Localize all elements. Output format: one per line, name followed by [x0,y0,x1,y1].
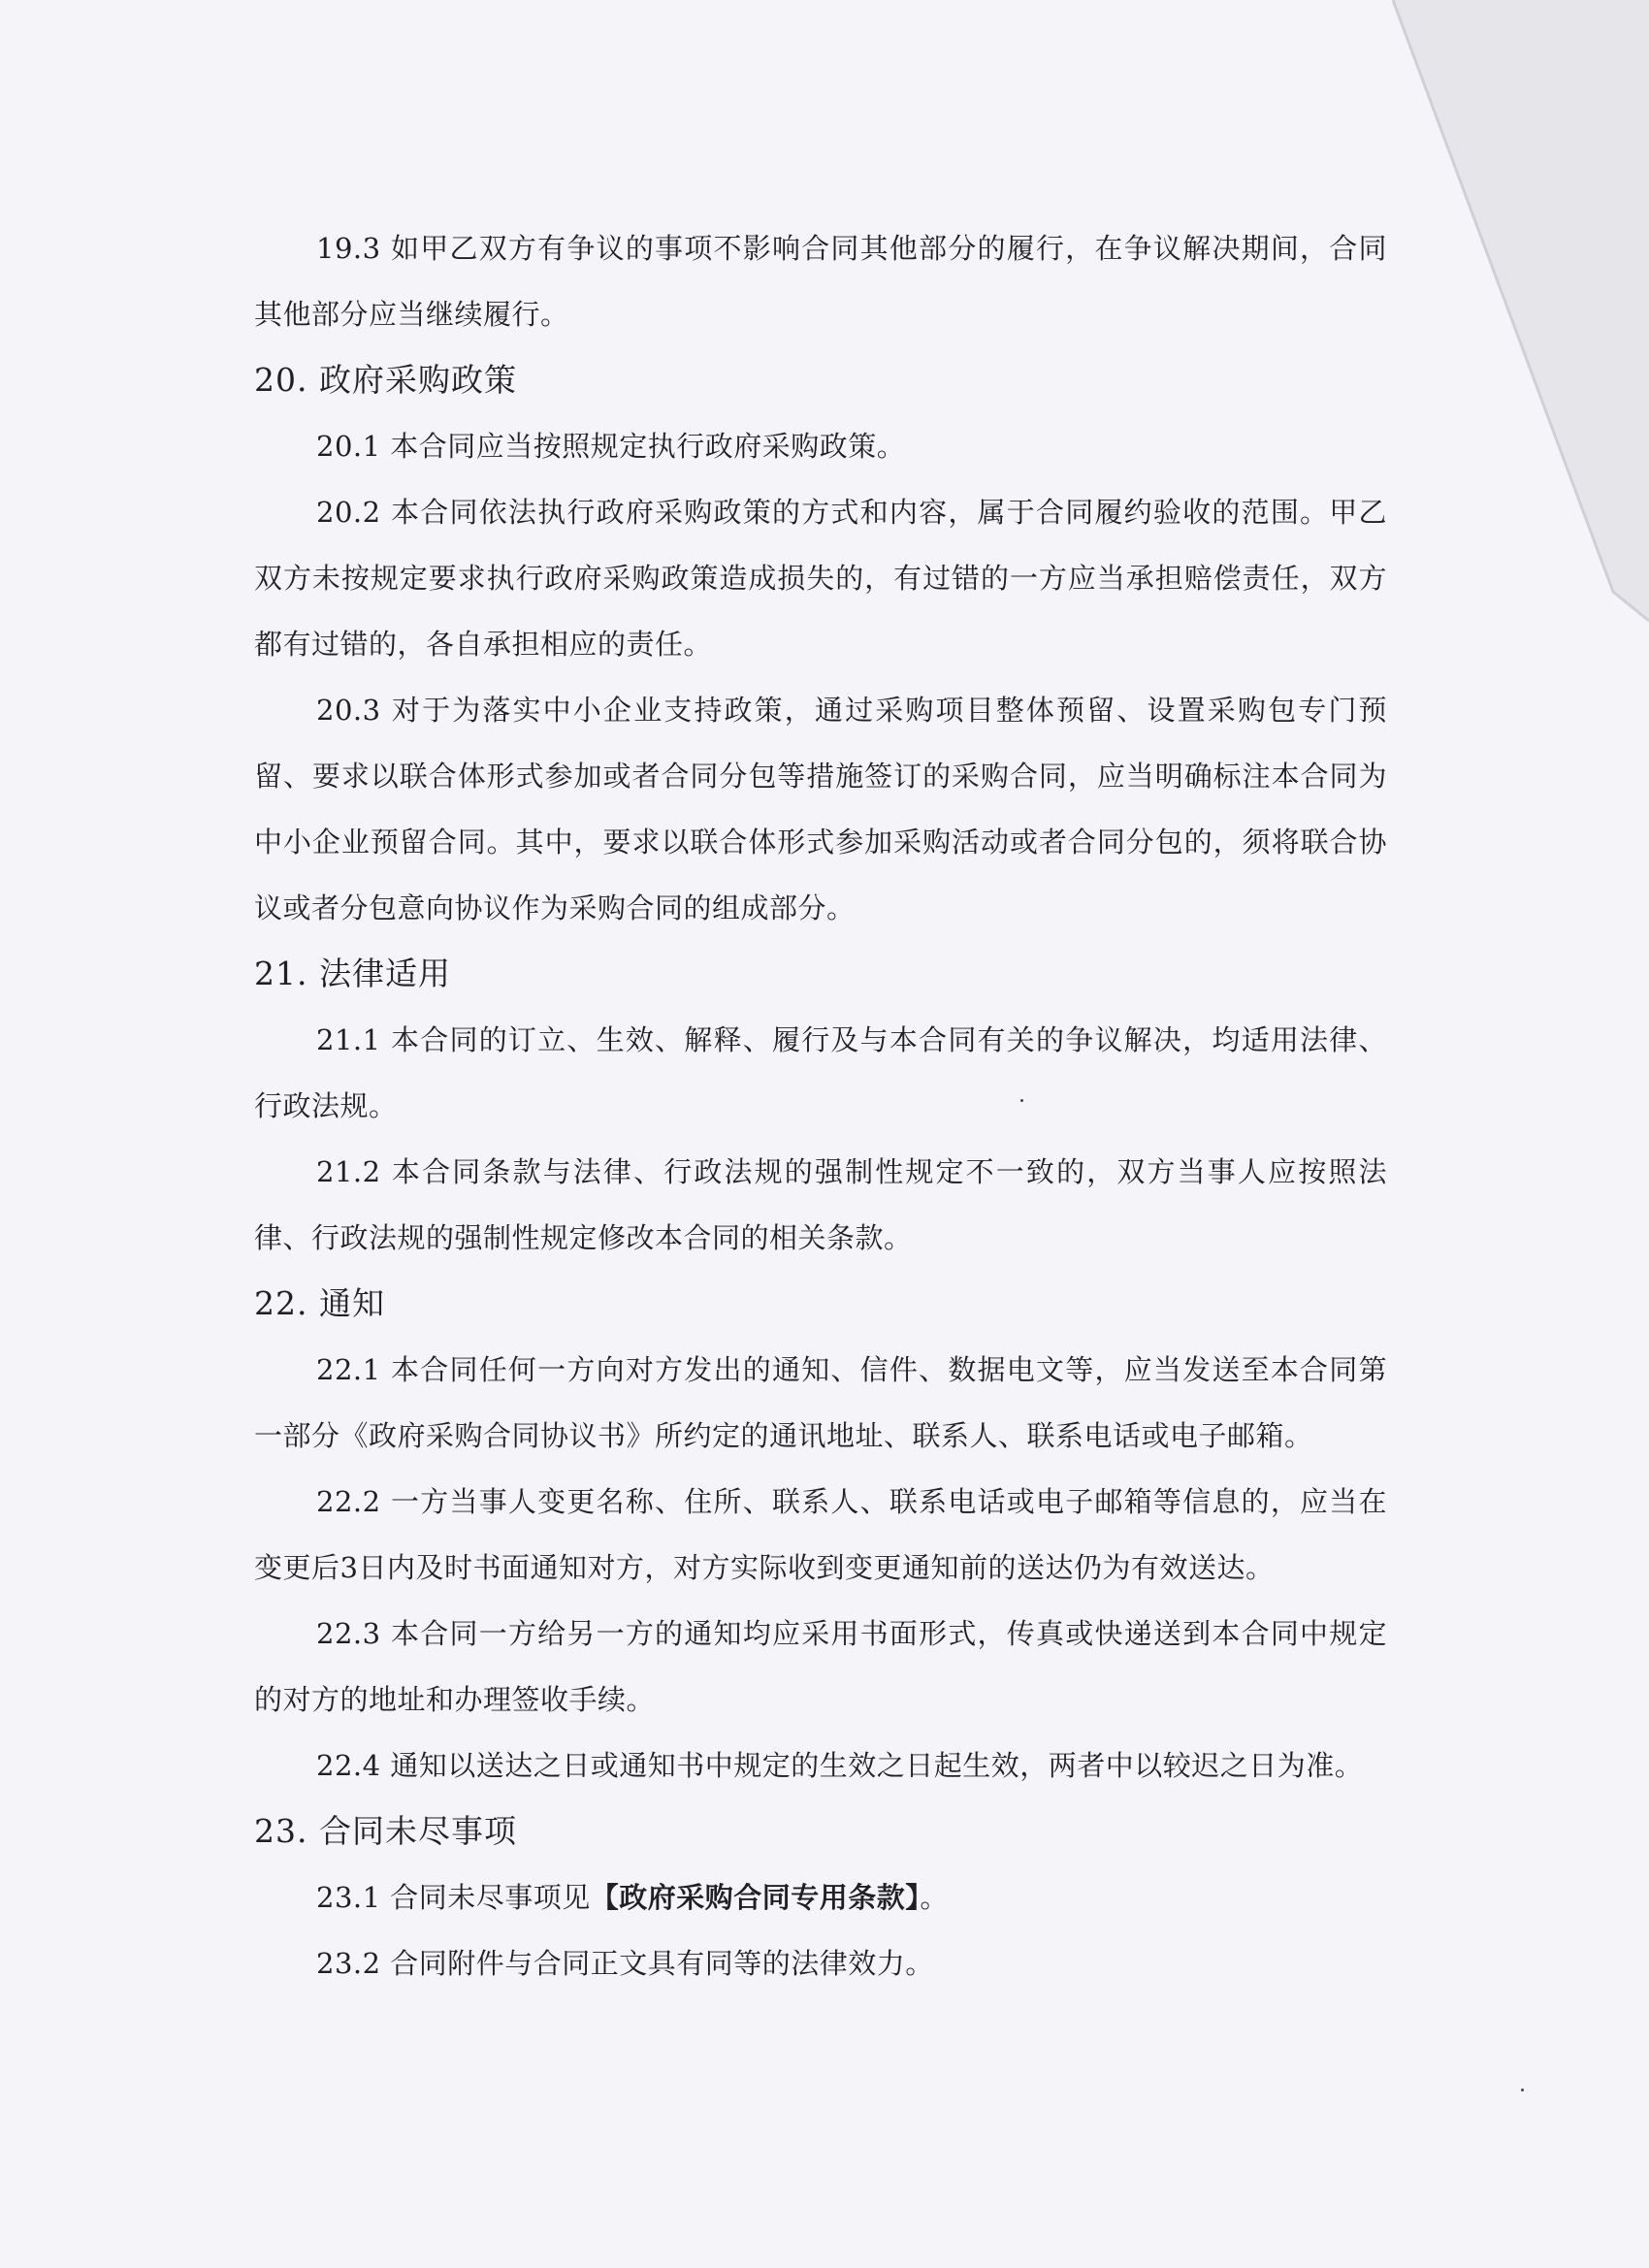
document-body [254,215,1387,1996]
section-heading-23: 23. 合同未尽事项 [254,1812,517,1850]
clause-21-2: 21.2 本合同条款与法律、行政法规的强制性规定不一致的，双方当事人应按照法律、行政法规的强制性规定修改本合同的相关条款。 [254,1155,1387,1254]
section-heading-21: 21. 法律适用 [254,955,451,992]
clause-23-1-reference: 【政府采购合同专用条款】 [590,1881,921,1914]
scan-speck [1020,1099,1023,1102]
clause-20-1: 20.1 本合同应当按照规定执行政府采购政策。 [316,430,906,463]
clause-23-2: 23.2 合同附件与合同正文具有同等的法律效力。 [316,1947,934,1980]
clause-23-1-tail: 。 [920,1881,949,1914]
clause-22-2: 22.2 一方当事人变更名称、住所、联系人、联系电话或电子邮箱等信息的，应当在变更后3日内及时书面通知对方，对方实际收到变更通知前的送达仍为有效送达。 [254,1485,1387,1584]
section-heading-22: 22. 通知 [254,1284,385,1322]
clause-22-4: 22.4 通知以送达之日或通知书中规定的生效之日起生效，两者中以较迟之日为准。 [316,1749,1364,1782]
clause-19-3: 19.3 如甲乙双方有争议的事项不影响合同其他部分的履行，在争议解决期间，合同其他部分应当继续履行。 [254,232,1387,331]
clause-23-1 [254,1864,1387,1930]
clause-20-2: 20.2 本合同依法执行政府采购政策的方式和内容，属于合同履约验收的范围。甲乙双方未按规定要求执行政府采购政策造成损失的，有过错的一方应当承担赔偿责任，双方都有过错的，各自承担相应的责任。 [254,496,1387,661]
clause-22-3: 22.3 本合同一方给另一方的通知均应采用书面形式，传真或快递送到本合同中规定的对方的地址和办理签收手续。 [254,1617,1387,1716]
clause-22-1: 22.1 本合同任何一方向对方发出的通知、信件、数据电文等，应当发送至本合同第一部分《政府采购合同协议书》所约定的通讯地址、联系人、联系电话或电子邮箱。 [254,1353,1387,1452]
clause-20-3: 20.3 对于为落实中小企业支持政策，通过采购项目整体预留、设置采购包专门预留、要求以联合体形式参加或者合同分包等措施签订的采购合同，应当明确标注本合同为中小企业预留合同。其中，要求以联合体形式参加采购活动或者合同分包的，须将联合协议或者分包意向协议作为采购合同的组成部分。 [254,694,1387,924]
scan-speck [1521,2089,1524,2091]
clause-23-1-lead: 23.1 合同未尽事项见 [316,1881,591,1914]
section-heading-20: 20. 政府采购政策 [254,361,517,399]
clause-21-1: 21.1 本合同的订立、生效、解释、履行及与本合同有关的争议解决，均适用法律、行政法规。 [254,1023,1387,1122]
